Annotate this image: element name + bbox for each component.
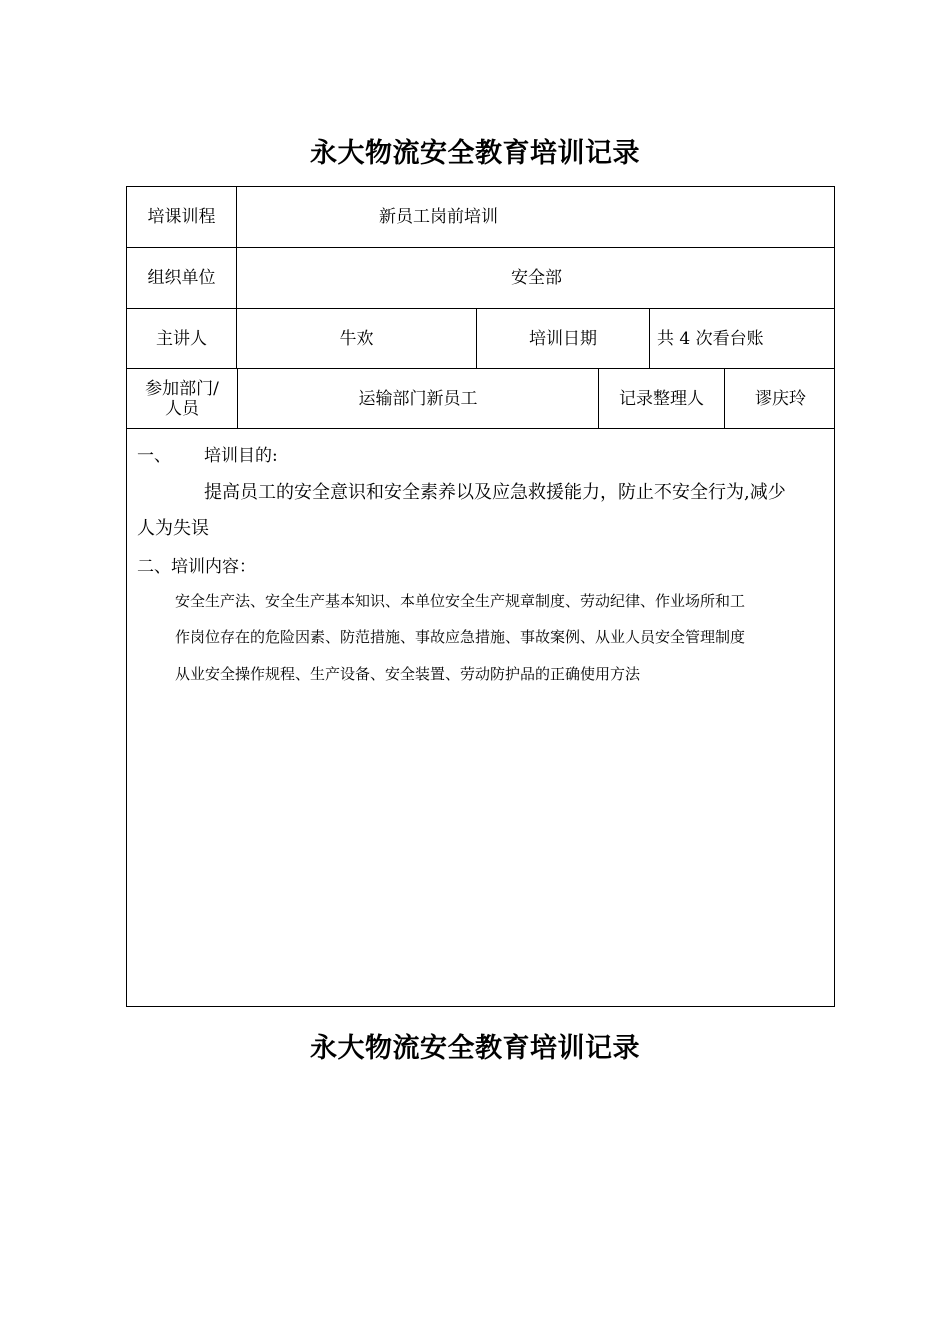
- purpose-heading: 培训目的:: [204, 446, 278, 466]
- page-title-repeat: 永大物流安全教育培训记录: [310, 1033, 640, 1064]
- dept-label-line2: 人员: [165, 398, 199, 419]
- content-text-line1: 安全生产法、安全生产基本知识、本单位安全生产规章制度、劳动纪律、作业场所和工: [175, 592, 746, 610]
- page-title: 永大物流安全教育培训记录: [310, 138, 640, 169]
- org-value: 安全部: [511, 268, 562, 288]
- course-label: 培课训程: [147, 207, 216, 227]
- course-value: 新员工岗前培训: [379, 207, 498, 227]
- row-divider: [127, 428, 834, 429]
- training-record-table: [126, 186, 835, 1007]
- content-text-line2: 作岗位存在的危险因素、防范措施、事故应急措施、事故案例、从业人员安全管理制度: [175, 628, 746, 646]
- purpose-text-line2: 人为失误: [137, 518, 209, 539]
- column-divider: [649, 308, 650, 368]
- dept-label-line1: 参加部门/: [145, 378, 219, 399]
- date-label: 培训日期: [529, 328, 597, 349]
- dept-value: 运输部门新员工: [358, 388, 478, 409]
- purpose-number: 一、: [137, 446, 171, 466]
- speaker-value: 牛欢: [339, 328, 374, 349]
- speaker-label: 主讲人: [156, 328, 207, 349]
- content-heading: 二、培训内容：: [137, 557, 256, 577]
- org-label: 组织单位: [147, 268, 216, 288]
- recorder-value: 谬庆玲: [755, 388, 806, 409]
- recorder-label: 记录整理人: [619, 388, 704, 409]
- date-value: 共 4 次看台账: [657, 328, 764, 349]
- purpose-text-line1: 提高员工的安全意识和安全素养以及应急救援能力，防止不安全行为,减少: [204, 482, 786, 503]
- content-text-line3: 从业安全操作规程、生产设备、安全装置、劳动防护品的正确使用方法: [175, 665, 641, 683]
- dept-label: [127, 369, 237, 428]
